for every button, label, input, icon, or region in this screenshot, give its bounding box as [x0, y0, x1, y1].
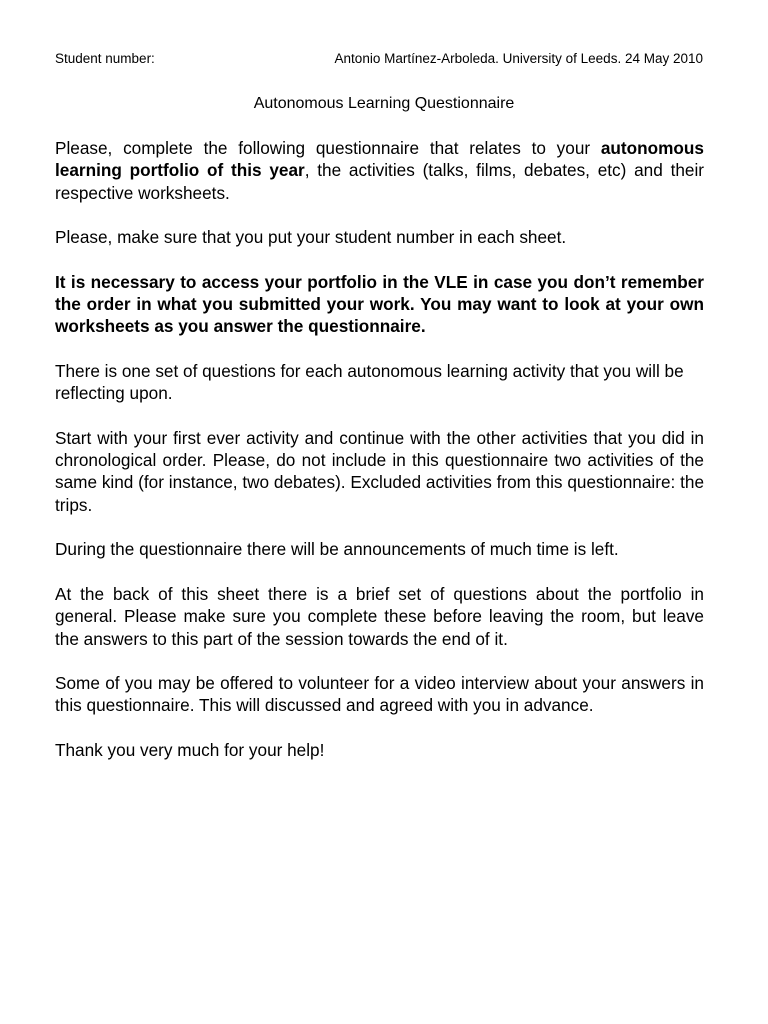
- paragraph-intro-text-a: Please, complete the following questionnaire that relates to your: [55, 138, 601, 158]
- paragraph-question-sets: There is one set of questions for each autonomous learning activity that you will be reflecting upon.: [55, 360, 684, 404]
- paragraph-announcements: During the questionnaire there will be announcements of much time is left.: [55, 539, 619, 560]
- paragraph-intro-bold: autonomous learning portfolio of this year: [55, 138, 704, 181]
- paragraph-student-number: Please, make sure that you put your student number in each sheet.: [55, 227, 567, 248]
- author-info: Antonio Martínez-Arboleda. University of Leeds. 24 May 2010: [334, 51, 703, 66]
- paragraph-intro-text-b: , the activities (talks, films, debates, etc) and their respective worksheets.: [55, 160, 704, 203]
- document-body: [55, 137, 704, 784]
- paragraph-vle-notice-bold: It is necessary to access your portfolio in the VLE in case you don’t remember the order in what you submitted your work. You may want to look at your own worksheets as you answer the questionnaire.: [55, 271, 704, 337]
- paragraph-back-of-sheet: At the back of this sheet there is a brief set of questions about the portfolio in general. Please make sure you complete these before leaving the room, but leave the answers to this part of the session towards the end of it.: [55, 583, 704, 649]
- document-title: Autonomous Learning Questionnaire: [253, 95, 515, 112]
- student-number-label: Student number:: [55, 51, 155, 66]
- paragraph-intro: [55, 137, 704, 204]
- paragraph-thank-you: Thank you very much for your help!: [55, 740, 325, 761]
- paragraph-video-interview: Some of you may be offered to volunteer for a video interview about your answers in this questionnaire. This will discussed and agreed with you in advance.: [55, 673, 704, 716]
- paragraph-chronological-order: Start with your first ever activity and continue with the other activities that you did in chronological order. Please, do not include in this questionnaire two activities of the same kind (for instance, two debates). Excluded activities from this questionnaire: the trips.: [55, 427, 704, 515]
- page-header: [55, 50, 703, 68]
- paragraph-vle-notice: [55, 271, 704, 338]
